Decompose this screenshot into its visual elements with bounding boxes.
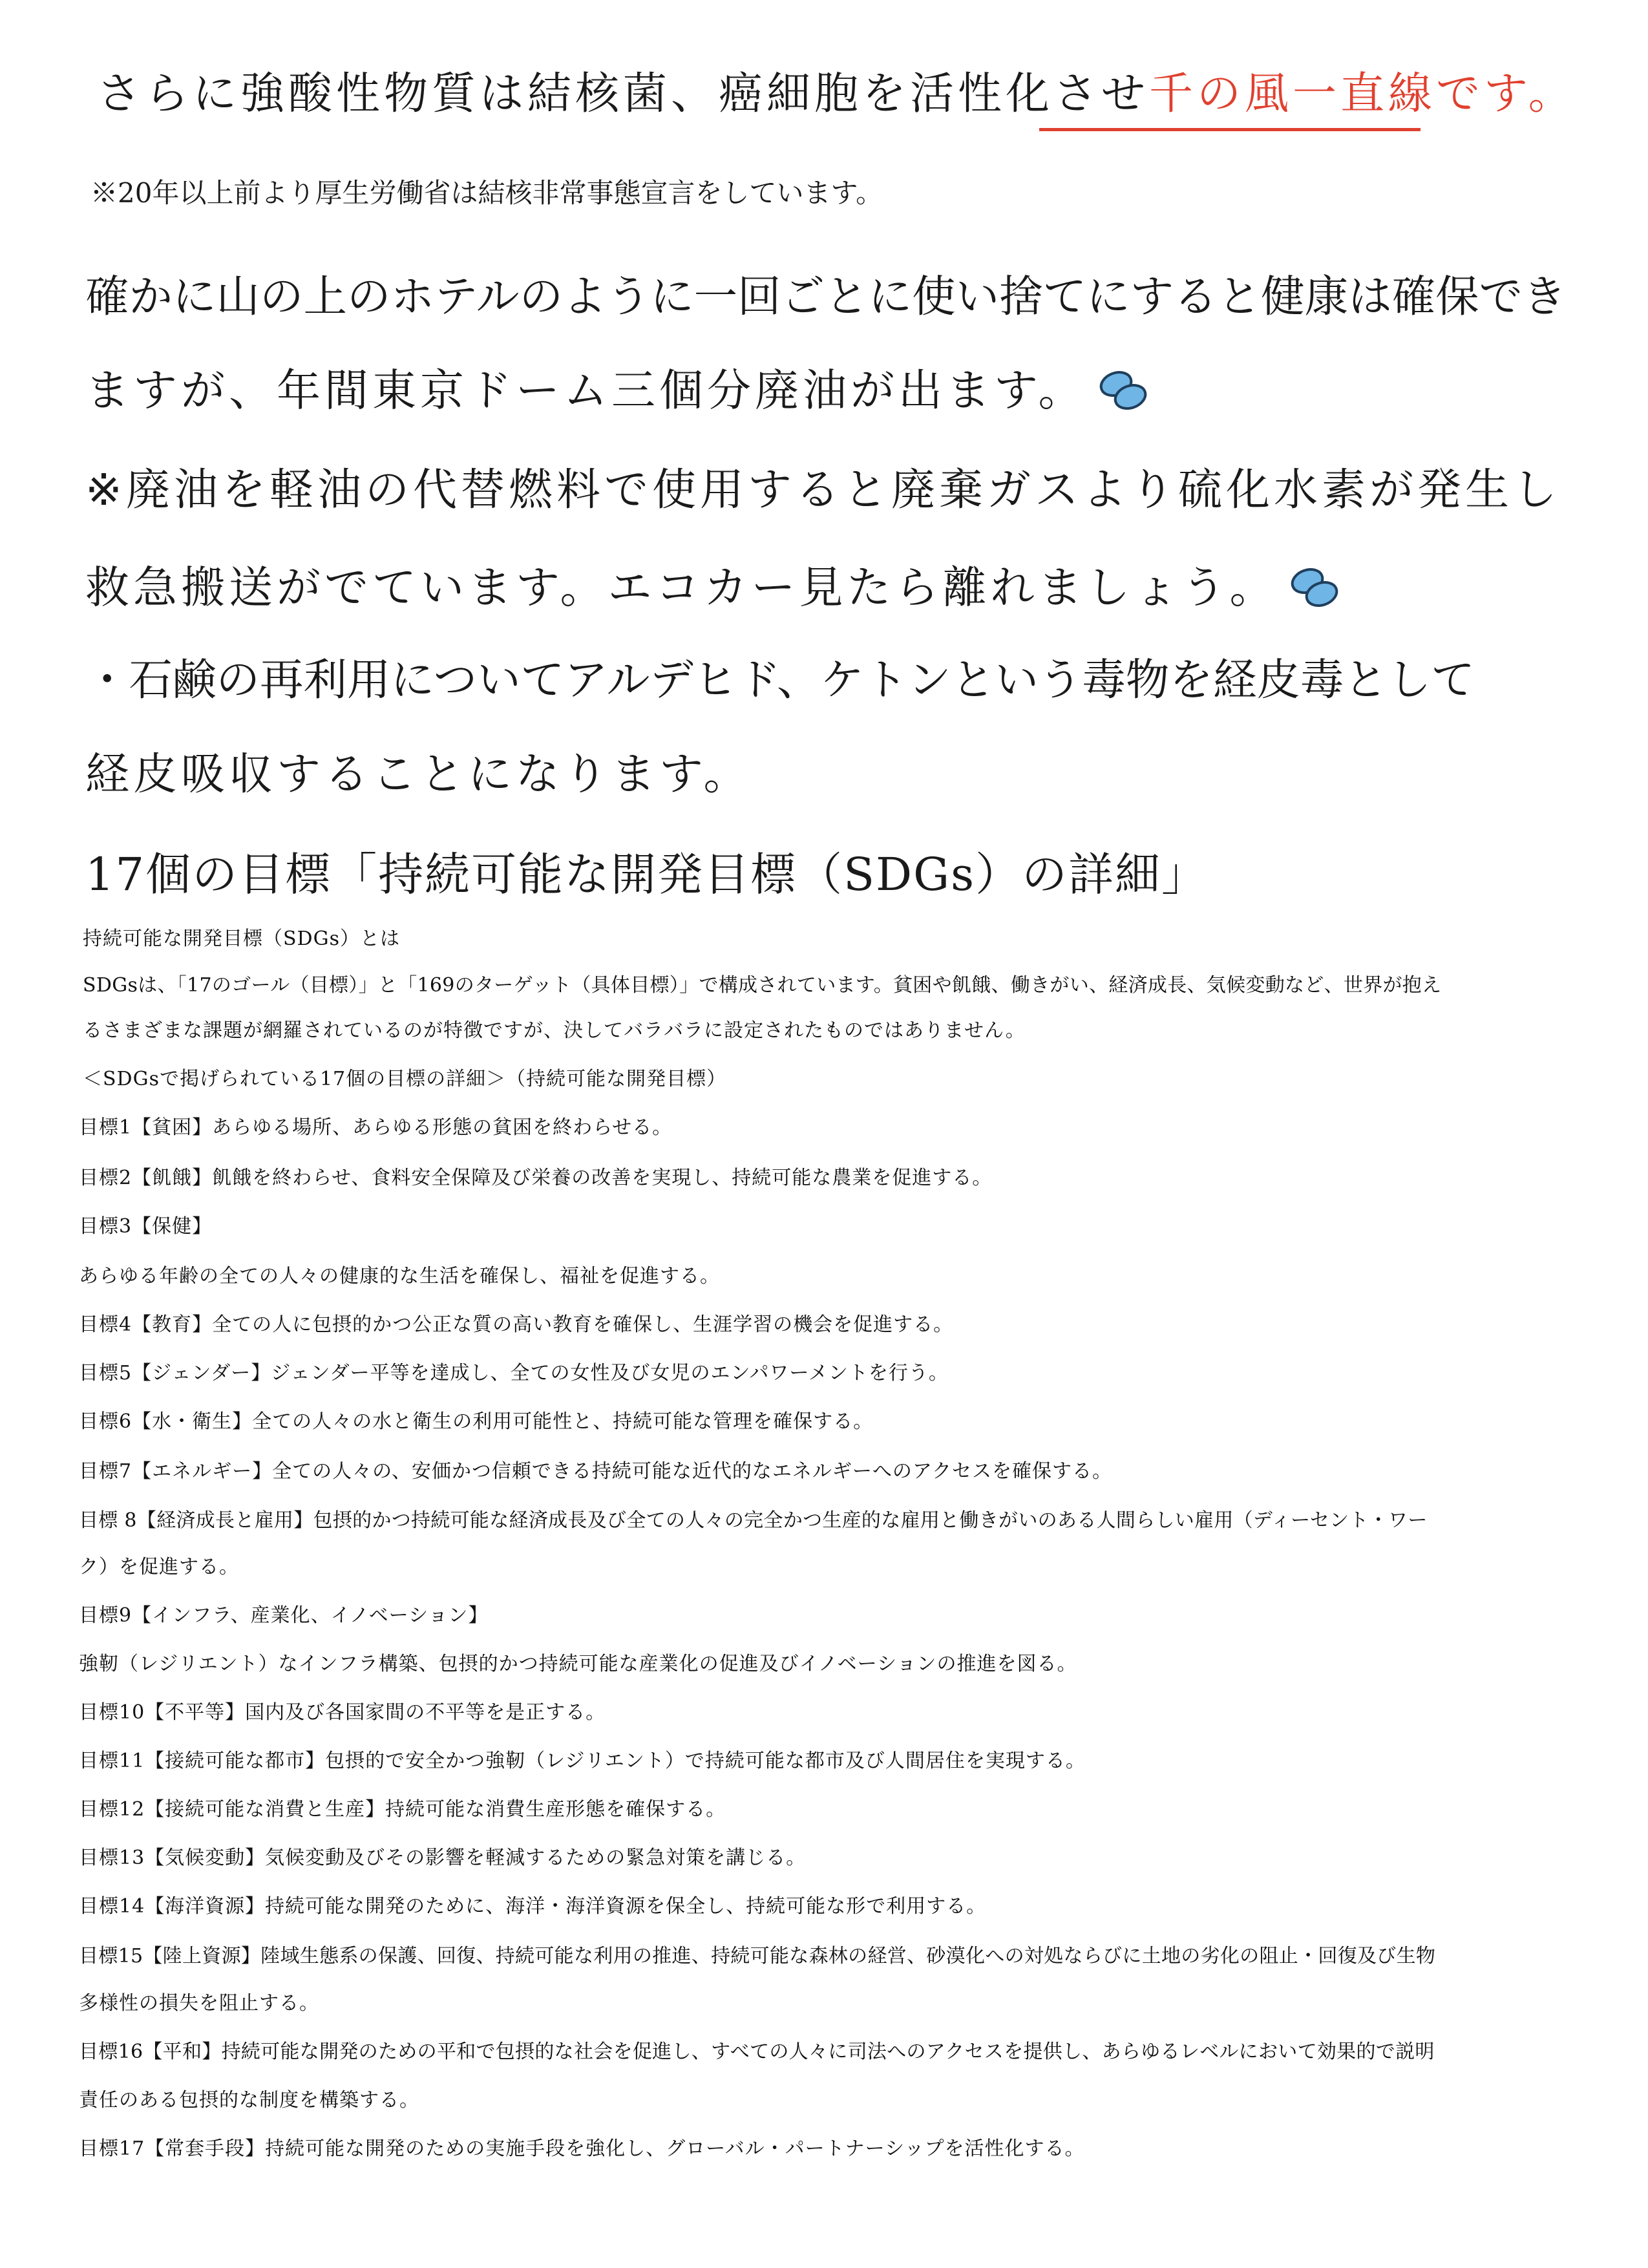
- body-line: SDGsは、「17のゴール（目標）」と「169のターゲット（具体目標）」で構成されています。貧困や飢餓、働きがい、経済成長、気候変動など、世界が抱え: [83, 974, 1442, 997]
- water-drops-icon: [1098, 367, 1150, 420]
- goal-7: 目標7【エネルギー】全ての人々の、安価かつ信頼できる持続可能な近代的なエネルギーへのアクセスを確保する。: [79, 1460, 1112, 1483]
- goal-11: 目標11【接続可能な都市】包摂的で安全かつ強靭（レジリエント）で持続可能な都市及び人間居住を実現する。: [79, 1750, 1086, 1772]
- goal-6: 目標6【水・衛生】全ての人々の水と衛生の利用可能性と、持続可能な管理を確保する。: [79, 1410, 874, 1433]
- goal-15: 目標15【陸上資源】陸域生態系の保護、回復、持続可能な利用の推進、持続可能な森林の経営、砂漠化への対処ならびに土地の劣化の阻止・回復及び生物: [79, 1945, 1436, 1967]
- goal-13: 目標13【気候変動】気候変動及びその影響を軽減するための緊急対策を講じる。: [79, 1847, 807, 1869]
- goal-3-title: 目標3【保健】: [79, 1215, 213, 1238]
- goal-1: 目標1【貧困】あらゆる場所、あらゆる形態の貧困を終わらせる。: [79, 1116, 673, 1139]
- intro-line-6: ・石鹸の再利用についてアルデヒド、ケトンという毒物を経皮毒として: [85, 654, 1475, 705]
- goal-9-text: 強靭（レジリエント）なインフラ構築、包摂的かつ持続可能な産業化の促進及びイノベーションの推進を図る。: [79, 1653, 1077, 1675]
- goal-16-cont: 責任のある包摂的な制度を構築する。: [79, 2089, 419, 2112]
- intro-line-3: [85, 367, 1150, 420]
- intro-line-2: 確かに山の上のホテルのように一回ごとに使い捨てにすると健康は確保でき: [85, 271, 1567, 322]
- goal-5: 目標5【ジェンダー】ジェンダー平等を達成し、全ての女性及び女児のエンパワーメントを行う。: [79, 1362, 949, 1384]
- body-line: 持続可能な開発目標（SDGs）とは: [83, 927, 400, 950]
- goal-14: 目標14【海洋資源】持続可能な開発のために、海洋・海洋資源を保全し、持続可能な形で利用する。: [79, 1895, 987, 1918]
- highlight-underline: [1039, 128, 1421, 131]
- note-tb-emergency: ※20年以上前より厚生労働省は結核非常事態宣言をしています。: [90, 177, 883, 209]
- goal-8-cont: ク）を促進する。: [79, 1556, 239, 1578]
- goal-17: 目標17【常套手段】持続可能な開発のための実施手段を強化し、グローバル・パートナーシップを活性化する。: [79, 2137, 1085, 2160]
- intro-line-5: [85, 564, 1341, 617]
- water-drops-icon: [1289, 564, 1341, 617]
- sdgs-heading: 17個の目標「持続可能な開発目標（SDGs）の詳細」: [85, 848, 1208, 901]
- body-line: るさまざまな課題が網羅されているのが特徴ですが、決してバラバラに設定されたものではありません。: [83, 1019, 1026, 1042]
- intro-line-4: ※廃油を軽油の代替燃料で使用すると廃棄ガスより硫化水素が発生し: [85, 465, 1561, 516]
- goal-16: 目標16【平和】持続可能な開発のための平和で包摂的な社会を促進し、すべての人々に司法へのアクセスを提供し、あらゆるレベルにおいて効果的で説明: [79, 2040, 1435, 2063]
- intro-line-1-main: さらに強酸性物質は結核菌、癌細胞を活性化させ: [97, 69, 1150, 120]
- goal-15-cont: 多様性の損失を阻止する。: [79, 1992, 319, 2015]
- intro-line-5-text: 救急搬送がでています。エコカー見たら離れましょう。: [85, 562, 1278, 614]
- intro-line-1: [97, 69, 1576, 120]
- intro-line-7: 経皮吸収することになります。: [85, 749, 752, 800]
- goal-4: 目標4【教育】全ての人に包摂的かつ公正な質の高い教育を確保し、生涯学習の機会を促進する。: [79, 1313, 954, 1336]
- goal-10: 目標10【不平等】国内及び各国家間の不平等を是正する。: [79, 1701, 606, 1724]
- goal-12: 目標12【接続可能な消費と生産】持続可能な消費生産形態を確保する。: [79, 1798, 726, 1821]
- body-line: ＜SDGsで掲げられている17個の目標の詳細＞（持続可能な開発目標）: [83, 1068, 727, 1090]
- intro-line-1-highlight: 千の風一直線です。: [1149, 69, 1576, 120]
- goal-9-title: 目標9【インフラ、産業化、イノベーション】: [79, 1604, 489, 1627]
- goal-3-text: あらゆる年齢の全ての人々の健康的な生活を確保し、福祉を促進する。: [79, 1265, 720, 1288]
- goal-8: 目標 8【経済成長と雇用】包摂的かつ持続可能な経済成長及び全ての人々の完全かつ生産的な雇用と働きがいのある人間らしい雇用（ディーセント・ワー: [79, 1509, 1428, 1532]
- goal-2: 目標2【飢餓】飢餓を終わらせ、食料安全保障及び栄養の改善を実現し、持続可能な農業を促進する。: [79, 1167, 993, 1189]
- intro-line-3-text: ますが、年間東京ドーム三個分廃油が出ます。: [85, 365, 1086, 417]
